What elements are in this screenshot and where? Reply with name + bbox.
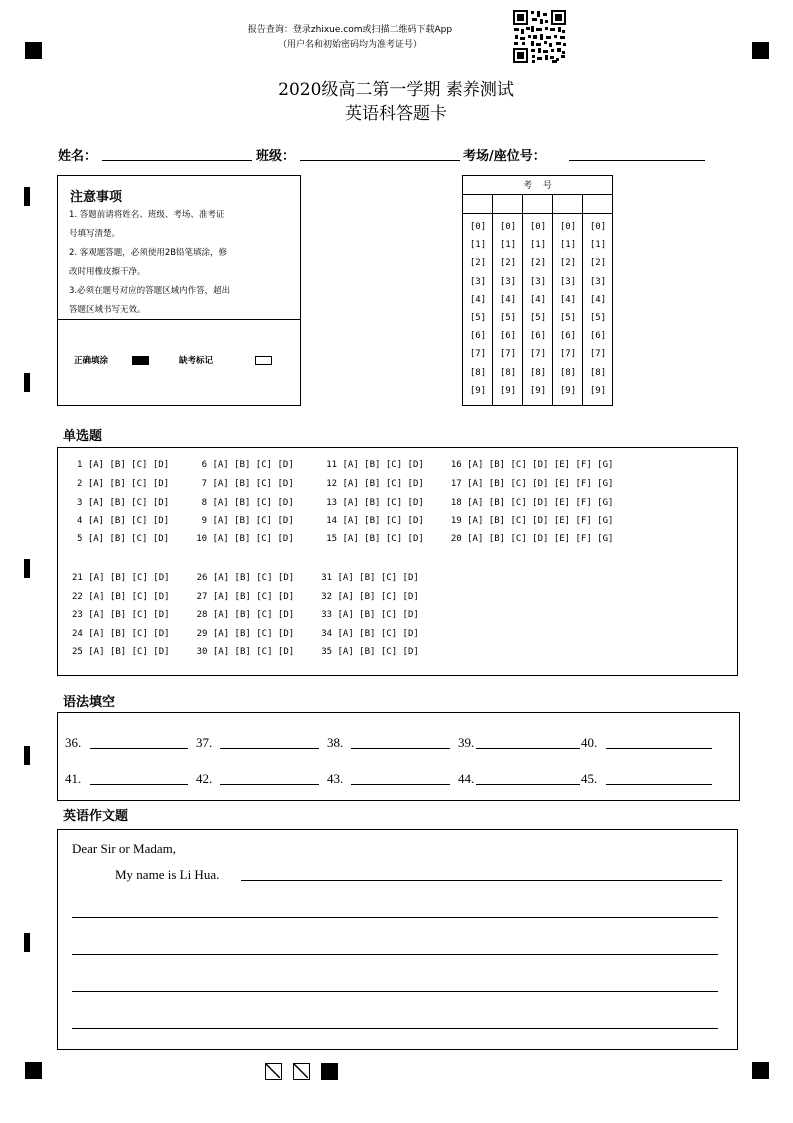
- qr-code[interactable]: [512, 9, 567, 64]
- grid-line: [463, 194, 612, 195]
- exam-digit-bubble[interactable]: [1]: [589, 240, 607, 251]
- exam-digit-bubble[interactable]: [3]: [499, 276, 517, 287]
- notice-heading: 注意事项: [70, 190, 123, 205]
- notice-item: 改时用橡皮擦干净。: [69, 267, 146, 277]
- page-code-box: [293, 1063, 310, 1080]
- exam-number-grid: [462, 175, 613, 406]
- blank-number: 44.: [458, 771, 475, 786]
- essay-line[interactable]: [72, 954, 718, 955]
- exam-digit-bubble[interactable]: [2]: [469, 258, 487, 269]
- report-notice-line2: （用户名和初始密码均为准考证号）: [277, 40, 422, 50]
- exam-digit-bubble[interactable]: [2]: [589, 258, 607, 269]
- question-row[interactable]: 4 [A] [B] [C] [D] 9 [A] [B] [C] [D] 14 [A] [B] [C] [D] 19 [A] [B] [C] [D] [E] [F] [G]: [77, 516, 614, 526]
- exam-digit-bubble[interactable]: [4]: [469, 294, 487, 305]
- exam-number-title: 考 号: [523, 181, 552, 191]
- notice-item: 号填写清楚。: [69, 229, 121, 239]
- timing-mark: [24, 746, 30, 765]
- blank-number: 43.: [327, 771, 344, 786]
- single-choice-label: 单选题: [63, 429, 103, 444]
- notice-item: 3.必须在题号对应的答题区域内作答，超出: [69, 286, 231, 296]
- question-row[interactable]: 21 [A] [B] [C] [D] 26 [A] [B] [C] [D] 31 [A] [B] [C] [D]: [72, 573, 419, 583]
- page-code-box: [265, 1063, 282, 1080]
- page-title: [196, 78, 596, 126]
- exam-digit-bubble[interactable]: [1]: [529, 240, 547, 251]
- exam-digit-bubble[interactable]: [1]: [499, 240, 517, 251]
- essay-box: [57, 829, 738, 1050]
- exam-digit-bubble[interactable]: [5]: [589, 313, 607, 323]
- blank-line[interactable]: [476, 784, 580, 785]
- title-line2: 英语科答题卡: [345, 104, 447, 124]
- blank-line[interactable]: [606, 748, 712, 749]
- essay-label: 英语作文题: [63, 809, 129, 824]
- blank-line[interactable]: [351, 748, 450, 749]
- essay-greeting: Dear Sir or Madam,: [72, 841, 176, 856]
- name-field[interactable]: [102, 160, 252, 161]
- exam-digit-bubble[interactable]: [1]: [559, 240, 577, 251]
- notice-list: [69, 206, 294, 320]
- essay-line[interactable]: [241, 880, 722, 881]
- class-field[interactable]: [300, 160, 460, 161]
- exam-digit-bubble[interactable]: [9]: [559, 385, 577, 396]
- corner-mark-bottom-left: [25, 1062, 42, 1079]
- exam-digit-bubble[interactable]: [5]: [529, 313, 547, 323]
- notice-divider: [58, 319, 300, 320]
- notice-item: 2. 客观题答题，必须使用2B铅笔填涂，修: [69, 248, 228, 258]
- exam-digit-bubble[interactable]: [9]: [469, 385, 487, 396]
- exam-digit-bubble[interactable]: [7]: [559, 349, 577, 360]
- correct-fill-label: 正确填涂: [74, 356, 109, 366]
- exam-digit-bubble[interactable]: [0]: [589, 222, 607, 232]
- exam-digit-bubble[interactable]: [8]: [559, 367, 577, 378]
- exam-digit-bubble[interactable]: [2]: [529, 258, 547, 269]
- notice-box: [57, 175, 301, 406]
- exam-digit-bubble[interactable]: [3]: [559, 276, 577, 287]
- exam-digit-bubble[interactable]: [6]: [469, 331, 487, 342]
- report-notice: [200, 23, 500, 53]
- exam-digit-bubble[interactable]: [9]: [529, 385, 547, 396]
- essay-line[interactable]: [72, 991, 718, 992]
- essay-opening: My name is Li Hua.: [115, 867, 220, 882]
- blank-line[interactable]: [351, 784, 450, 785]
- timing-mark: [24, 933, 30, 952]
- exam-digit-bubble[interactable]: [6]: [499, 331, 517, 342]
- question-row[interactable]: 2 [A] [B] [C] [D] 7 [A] [B] [C] [D] 12 [A] [B] [C] [D] 17 [A] [B] [C] [D] [E] [F] [G]: [77, 479, 614, 489]
- question-row[interactable]: 1 [A] [B] [C] [D] 6 [A] [B] [C] [D] 11 [A] [B] [C] [D] 16 [A] [B] [C] [D] [E] [F] [G]: [77, 460, 614, 470]
- blank-number: 38.: [327, 735, 344, 750]
- exam-digit-bubble[interactable]: [6]: [529, 331, 547, 342]
- notice-item: 答题区域书写无效。: [69, 305, 146, 315]
- exam-digit-bubble[interactable]: [7]: [469, 349, 487, 360]
- exam-digit-bubble[interactable]: [8]: [529, 367, 547, 378]
- exam-digit-bubble[interactable]: [5]: [559, 313, 577, 323]
- exam-digit-bubble[interactable]: [9]: [499, 385, 517, 396]
- blank-number: 42.: [196, 771, 213, 786]
- absent-mark-box[interactable]: [255, 356, 272, 365]
- exam-digit-bubble[interactable]: [8]: [499, 367, 517, 378]
- exam-digit-bubble[interactable]: [5]: [499, 313, 517, 323]
- report-notice-line1: 报告查询：登录zhixue.com或扫描二维码下载App: [247, 25, 453, 35]
- single-choice-box: [57, 447, 738, 676]
- timing-mark: [24, 187, 30, 206]
- blank-line[interactable]: [220, 784, 319, 785]
- blank-number: 36.: [65, 735, 82, 750]
- exam-digit-bubble[interactable]: [3]: [469, 276, 487, 287]
- exam-digit-bubble[interactable]: [8]: [589, 367, 607, 378]
- exam-digit-bubble[interactable]: [3]: [589, 276, 607, 287]
- exam-digit-bubble[interactable]: [6]: [589, 331, 607, 342]
- blank-line[interactable]: [220, 748, 319, 749]
- grammar-label: 语法填空: [63, 695, 116, 710]
- exam-digit-bubble[interactable]: [2]: [499, 258, 517, 269]
- question-row[interactable]: 3 [A] [B] [C] [D] 8 [A] [B] [C] [D] 13 [A] [B] [C] [D] 18 [A] [B] [C] [D] [E] [F] [G]: [77, 498, 614, 508]
- exam-digit-bubble[interactable]: [0]: [469, 222, 487, 232]
- page-code-box-filled: [321, 1063, 338, 1080]
- exam-digit-bubble[interactable]: [5]: [469, 313, 487, 323]
- exam-digit-bubble[interactable]: [4]: [529, 294, 547, 305]
- blank-number: 41.: [65, 771, 82, 786]
- room-seat-label: 考场/座位号：: [463, 149, 546, 164]
- grammar-box: [57, 712, 740, 801]
- corner-mark-top-right: [752, 42, 769, 59]
- absent-mark-label: 缺考标记: [179, 356, 214, 366]
- exam-digit-bubble[interactable]: [8]: [469, 367, 487, 378]
- corner-mark-top-left: [25, 42, 42, 59]
- title-line1: 2020级高二第一学期 素养测试: [278, 80, 514, 100]
- exam-digit-bubble[interactable]: [7]: [499, 349, 517, 360]
- exam-digit-bubble[interactable]: [7]: [589, 349, 607, 360]
- blank-number: 39.: [458, 735, 475, 750]
- timing-mark: [24, 373, 30, 392]
- grid-line: [463, 213, 612, 214]
- blank-number: 45.: [581, 771, 598, 786]
- timing-mark: [24, 559, 30, 578]
- blank-line[interactable]: [476, 748, 580, 749]
- notice-item: 1. 答题前请将姓名、班级、考场、准考证: [69, 210, 225, 220]
- question-row[interactable]: 24 [A] [B] [C] [D] 29 [A] [B] [C] [D] 34 [A] [B] [C] [D]: [72, 629, 419, 639]
- blank-line[interactable]: [606, 784, 712, 785]
- exam-digit-bubble[interactable]: [1]: [469, 240, 487, 251]
- correct-fill-example: [132, 356, 149, 365]
- blank-number: 37.: [196, 735, 213, 750]
- exam-digit-bubble[interactable]: [2]: [559, 258, 577, 269]
- essay-line[interactable]: [72, 917, 718, 918]
- exam-digit-bubble[interactable]: [0]: [529, 222, 547, 232]
- exam-digit-bubble[interactable]: [4]: [499, 294, 517, 305]
- exam-digit-bubble[interactable]: [0]: [499, 222, 517, 232]
- question-row[interactable]: 25 [A] [B] [C] [D] 30 [A] [B] [C] [D] 35 [A] [B] [C] [D]: [72, 647, 419, 657]
- exam-digit-bubble[interactable]: [4]: [559, 294, 577, 305]
- room-seat-field[interactable]: [569, 160, 705, 161]
- corner-mark-bottom-right: [752, 1062, 769, 1079]
- exam-digit-bubble[interactable]: [9]: [589, 385, 607, 396]
- question-row[interactable]: 5 [A] [B] [C] [D] 10 [A] [B] [C] [D] 15 [A] [B] [C] [D] 20 [A] [B] [C] [D] [E] [F] [G]: [77, 534, 614, 544]
- exam-digit-bubble[interactable]: [4]: [589, 294, 607, 305]
- exam-digit-bubble[interactable]: [0]: [559, 222, 577, 232]
- question-row[interactable]: 22 [A] [B] [C] [D] 27 [A] [B] [C] [D] 32 [A] [B] [C] [D]: [72, 592, 419, 602]
- exam-digit-bubble[interactable]: [7]: [529, 349, 547, 360]
- class-label: 班级：: [256, 149, 296, 164]
- blank-number: 40.: [581, 735, 598, 750]
- exam-digit-bubble[interactable]: [3]: [529, 276, 547, 287]
- name-label: 姓名：: [58, 149, 98, 164]
- essay-line[interactable]: [72, 1028, 718, 1029]
- blank-line[interactable]: [90, 784, 188, 785]
- blank-line[interactable]: [90, 748, 188, 749]
- exam-digit-bubble[interactable]: [6]: [559, 331, 577, 342]
- question-row[interactable]: 23 [A] [B] [C] [D] 28 [A] [B] [C] [D] 33 [A] [B] [C] [D]: [72, 610, 419, 620]
